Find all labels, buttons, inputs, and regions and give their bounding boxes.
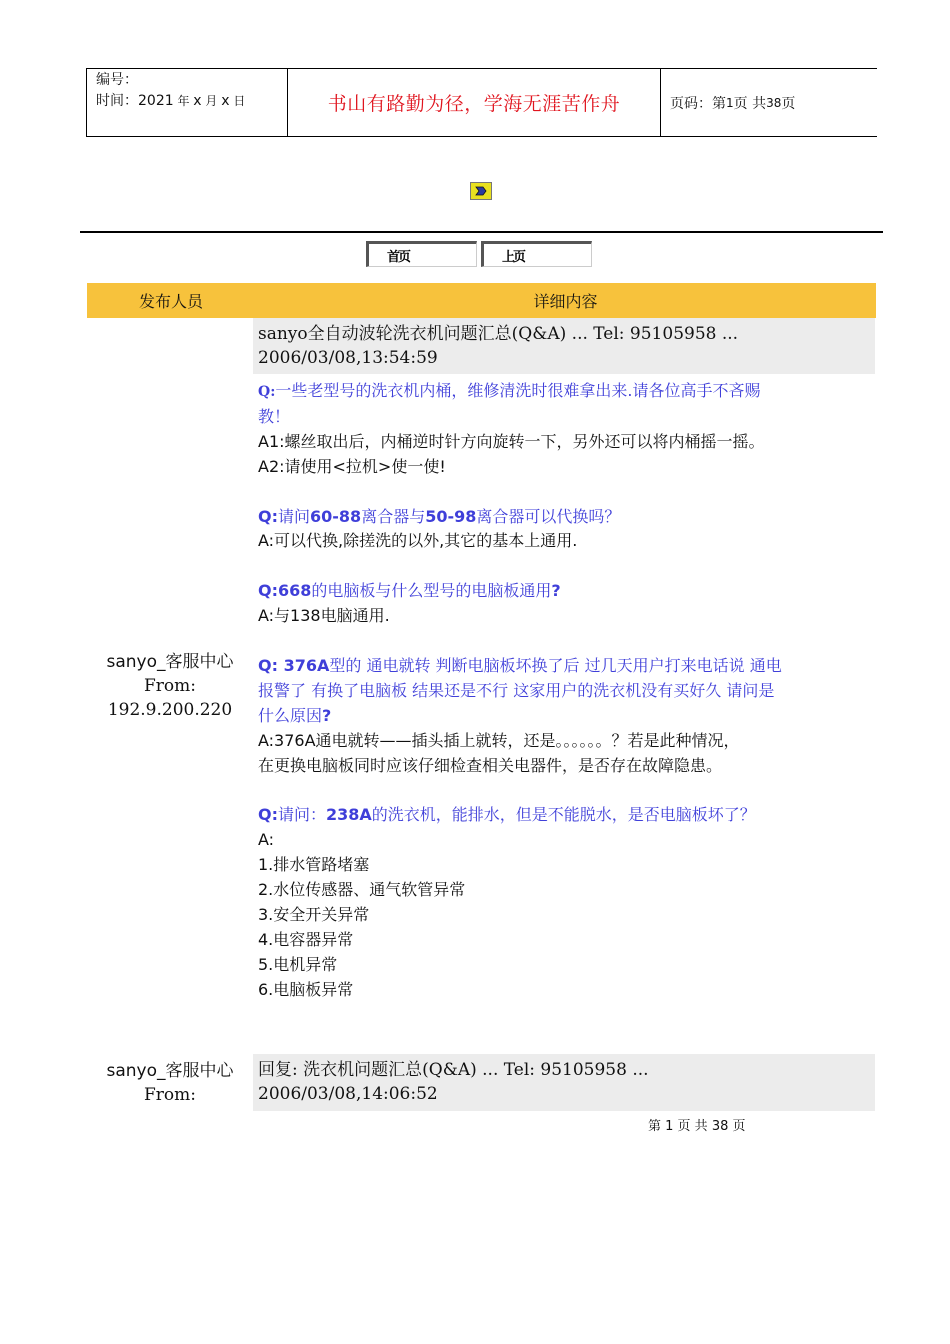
q-model: 238A [326, 805, 372, 825]
post-title[interactable]: sanyo全自动波轮洗衣机问题汇总(Q&A) ... Tel: 95105958 ... [258, 324, 739, 344]
q-text: 型的 通电就转 判断电脑板坏换了后 过几天用户打来电话说 通电 [329, 655, 782, 675]
q-model: 50-98 [425, 506, 477, 526]
q-text: 离合器可以代换吗？ [476, 506, 621, 526]
post-header [253, 1054, 875, 1111]
question-1 [258, 379, 890, 405]
question-1-cont: 教！ [258, 406, 291, 426]
q-text: 什么原因 [258, 705, 323, 725]
arrow-icon [474, 185, 488, 197]
q-text: 离合器与 [361, 506, 426, 526]
author-name[interactable]: sanyo_客服中心 [106, 1061, 234, 1081]
answer-5-item: 4.电容器异常 [258, 929, 354, 949]
q-label: Q: [258, 384, 276, 400]
page-total: 38 [766, 95, 782, 110]
answer-1-2: A2:请使用<拉机>使一使! [258, 456, 446, 476]
col-detail-header: 详细内容 [533, 292, 598, 311]
time-line [96, 91, 287, 112]
page-current: 1 [726, 95, 734, 110]
answer-5-item: 6.电脑板异常 [258, 979, 354, 999]
answer-2: A:可以代换,除搓洗的以外,其它的基本上通用. [258, 531, 578, 551]
q-model: 668 [278, 581, 312, 601]
post-datetime: 2006/03/08,14:06:52 [258, 1084, 438, 1104]
author-name[interactable]: sanyo_客服中心 [106, 652, 234, 672]
question-2 [258, 505, 890, 530]
author-from-label: From: [143, 1085, 196, 1105]
post-author [87, 1059, 253, 1107]
q-label: Q: [258, 655, 284, 675]
author-from-label: From: [143, 676, 196, 696]
horizontal-rule [80, 231, 883, 233]
motto: 书山有路勤为径，学海无涯苦作舟 [288, 69, 661, 136]
q-label: Q: [258, 805, 278, 825]
answer-4-2: 在更换电脑板同时应该仔细检查相关电器件，是否存在故障隐患。 [258, 755, 723, 775]
question-4 [258, 654, 890, 679]
answer-5-item: 3.安全开关异常 [258, 904, 370, 924]
page-middle: 页 共 [733, 95, 767, 112]
q-label: Q: [258, 506, 278, 526]
prev-page-button[interactable]: 上页 [481, 241, 592, 267]
question-4-cont: 报警了 有换了电脑板 结果还是不行 这家用户的洗衣机没有买好久 请问是 [258, 680, 775, 700]
answer-3: A:与138电脑通用. [258, 606, 390, 626]
document-header [86, 68, 877, 137]
answer-4-1: A:376A通电就转——插头插上就转，还是。。。。。。？若是此种情况， [258, 730, 740, 750]
post-datetime: 2006/03/08,13:54:59 [258, 348, 438, 368]
footer-current: 1 [665, 1119, 674, 1134]
q-text: 的电脑板与什么型号的电脑板通用 [311, 581, 552, 601]
page-footer [648, 1115, 746, 1134]
question-3 [258, 579, 890, 604]
post-author [87, 650, 253, 722]
answer-5-item: 5.电机异常 [258, 954, 338, 974]
page-prefix: 页码：第 [670, 95, 726, 112]
answer-5-head: A: [258, 830, 275, 850]
footer-suffix: 页 [728, 1119, 746, 1134]
time-day: x [221, 93, 230, 109]
time-day-unit: 日 [229, 94, 246, 108]
q-model: 376A [283, 655, 330, 675]
q-text: 一些老型号的洗衣机内桶，维修清洗时很难拿出来.请各位高手不吝赐 [275, 381, 761, 400]
time-month: x [193, 93, 202, 109]
q-model: 60-88 [310, 506, 362, 526]
header-page-number [661, 69, 877, 136]
question-5 [258, 803, 890, 828]
header-meta [87, 69, 288, 136]
time-month-unit: 月 [201, 94, 222, 108]
time-year: 2021 [138, 93, 174, 109]
footer-total: 38 [711, 1119, 729, 1134]
table-header [87, 283, 876, 318]
time-year-unit: 年 [173, 94, 194, 108]
q-mark: ? [322, 705, 332, 725]
post-content [258, 379, 890, 1003]
q-mark: ? [551, 581, 561, 601]
q-text: 请问 [278, 506, 311, 526]
col-author-header: 发布人员 [138, 292, 203, 311]
page-suffix: 页 [781, 95, 796, 112]
q-text: 请问： [278, 805, 327, 825]
post-header [253, 318, 875, 374]
number-label: 编号： [96, 72, 138, 88]
footer-prefix: 第 [648, 1119, 666, 1134]
q-text: 的洗衣机，能排水，但是不能脱水，是否电脑板坏了？ [371, 805, 756, 825]
footer-middle: 页 共 [673, 1119, 712, 1134]
forum-link-icon[interactable] [470, 182, 492, 200]
question-4-cont2 [258, 704, 890, 729]
first-page-button[interactable]: 首页 [366, 241, 477, 267]
answer-5-item: 1.排水管路堵塞 [258, 855, 370, 875]
author-ip: 192.9.200.220 [107, 700, 233, 720]
time-prefix: 时间： [96, 93, 138, 109]
answer-5-item: 2.水位传感器、通气软管异常 [258, 880, 466, 900]
answer-1-1: A1:螺丝取出后，内桶逆时针方向旋转一下，另外还可以将内桶摇一摇。 [258, 431, 765, 451]
post-title[interactable]: 回复: 洗衣机问题汇总(Q&A) ... Tel: 95105958 ... [258, 1060, 649, 1080]
q-label: Q: [258, 581, 278, 601]
